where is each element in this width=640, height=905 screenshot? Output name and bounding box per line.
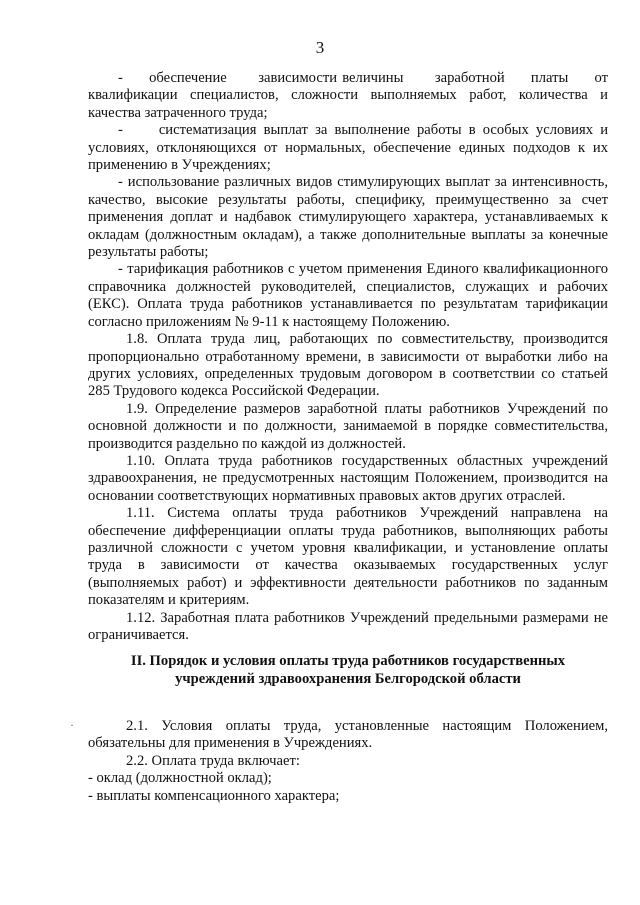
section-heading-line: II. Порядок и условия оплаты труда работников государственных bbox=[130, 653, 566, 669]
clause-1-8: 1.8. Оплата труда лиц, работающих по совместительству, производится пропорционально отработанному времени, в зависимости от выработки либо на других условиях, определенных трудовым договором в соответствии со статьей 285 Трудового кодекса Российской Федерации. bbox=[88, 331, 608, 400]
clause-2-1: 2.1. Условия оплаты труда, установленные настоящим Положением, обязательны для применения в Учреждениях. bbox=[88, 718, 608, 752]
list-item: - оклад (должностной оклад); bbox=[88, 770, 272, 787]
page-number: 3 bbox=[315, 38, 325, 57]
paragraph-list-item: - тарификация работников с учетом применения Единого квалификационного справочника должностей руководителей, специалистов, служащих и рабочих (ЕКС). Оплата труда работников устанавливается по результатам тарификации согласно приложениям № 9-11 к настоящему Положению. bbox=[88, 261, 608, 330]
clause-2-2: 2.2. Оплата труда включает: bbox=[126, 752, 300, 769]
section-heading bbox=[88, 652, 608, 688]
paragraph-list-item: - использование различных видов стимулирующих выплат за интенсивность, качество, высокие результаты работы, специфику, преимущественно за счет применения доплат и надбавок стимулирующего характера, устанавливаемых к окладам (должностным окладам), а также дополнительные выплаты за конечные результаты работы; bbox=[88, 174, 608, 261]
clause-1-12: 1.12. Заработная плата работников Учреждений предельными размерами не ограничивается. bbox=[88, 609, 608, 643]
section-body bbox=[88, 718, 608, 805]
clause-1-9: 1.9. Определение размеров заработной платы работников Учреждений по основной должности и по должности, занимаемой в порядке совместительства, производится раздельно по каждой из должностей. bbox=[88, 400, 608, 452]
clause-1-11: 1.11. Система оплаты труда работников Учреждений направлена на обеспечение дифференциации оплаты труда работников, выполняющих работы различной сложности с учетом уровня квалификации, и установление оплаты труда в зависимости от качества оказываемых государственных услуг (выполняемых работ) и эффективности деятельности работников по заданным показателям и критериям. bbox=[88, 505, 608, 609]
margin-dot: · bbox=[70, 718, 74, 732]
list-item: - выплаты компенсационного характера; bbox=[88, 787, 340, 804]
clause-1-10: 1.10. Оплата труда работников государственных областных учреждений здравоохранения, не предусмотренных настоящим Положением, производится на основании соответствующих нормативных правовых актов других отраслей. bbox=[88, 452, 608, 504]
section-heading-line: учреждений здравоохранения Белгородской области bbox=[175, 671, 521, 687]
paragraph-list-item: - обеспечение зависимости величины заработной платы от квалификации специалистов, сложности выполняемых работ, количества и качества затраченного труда; bbox=[88, 70, 608, 121]
body-text bbox=[88, 70, 608, 644]
paragraph-list-item: - систематизация выплат за выполнение работы в особых условиях и условиях, отклоняющихся от нормальных, обеспечение единых подходов к их применению в Учреждениях; bbox=[88, 122, 608, 174]
